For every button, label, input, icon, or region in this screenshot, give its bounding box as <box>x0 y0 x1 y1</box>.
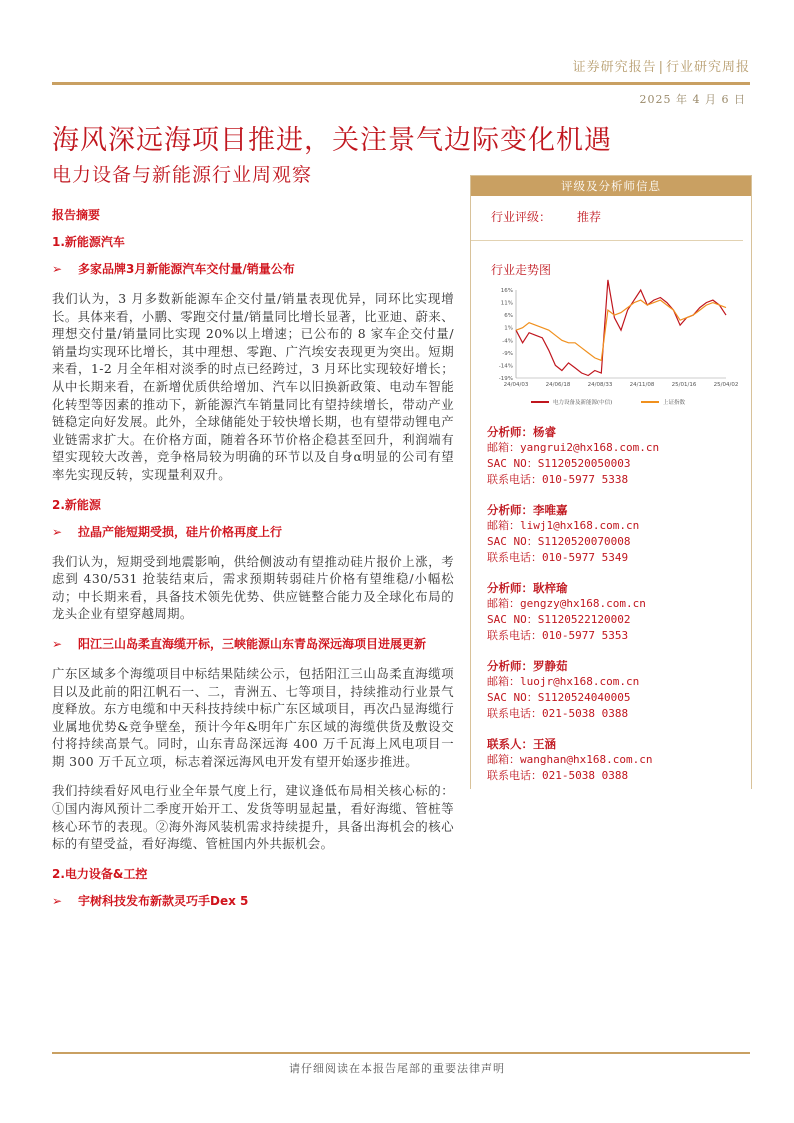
body-paragraph: 广东区域多个海缆项目中标结果陆续公示，包括阳江三山岛柔直海缆项目以及此前的阳江帆石一、二，青洲五、七等项目，持续推动行业景气度释放。东方电缆和中天科技持续中标广东区域项目，再次凸显海缆行业属地优势&竞争壁垒，预计今年&明年广东区域的海缆供货及敷设交付将持续高景气。同时，山东青岛深远海 400 万千瓦海上风电项目一期 300 万千瓦立项，标志着深远海风电开发有望开始逐步推进。 <box>52 665 454 769</box>
phone-row <box>487 628 735 644</box>
bullet-heading <box>52 523 454 541</box>
footer-rule <box>52 1052 750 1054</box>
y-tick-label: 16% <box>500 288 513 294</box>
bullet-title: 阳江三山岛柔直海缆开标，三峡能源山东青岛深远海项目进展更新 <box>78 636 427 651</box>
arrow-bullet-icon: ➢ <box>52 524 63 539</box>
analyst-name-row <box>487 580 735 596</box>
analyst-card <box>487 658 735 722</box>
analyst-card <box>487 580 735 644</box>
sac-row <box>487 690 735 706</box>
rating-value: 推荐 <box>577 210 602 224</box>
legal-notice: 请仔细阅读在本报告尾部的重要法律声明 <box>289 1062 505 1075</box>
analyst-phone: 010-5977 5338 <box>542 473 629 486</box>
analyst-list <box>471 424 751 784</box>
analyst-name-row <box>487 424 735 440</box>
analyst-role: 分析师： <box>487 581 533 595</box>
phone-label: 联系电话： <box>487 473 542 486</box>
phone-label: 联系电话： <box>487 707 542 720</box>
email-row <box>487 674 735 690</box>
analyst-role: 分析师： <box>487 659 533 673</box>
sac-row <box>487 612 735 628</box>
analyst-name: 耿梓瑜 <box>533 581 568 595</box>
sac-label: SAC NO： <box>487 613 538 626</box>
rating-analyst-panel <box>470 175 752 789</box>
report-subtitle: 电力设备与新能源行业周观察 <box>52 164 313 186</box>
analyst-card <box>487 502 735 566</box>
trend-chart-title: 行业走势图 <box>491 263 552 277</box>
section-heading: 2.电力设备&工控 <box>52 866 148 881</box>
analyst-name-row <box>487 658 735 674</box>
section-heading: 2.新能源 <box>52 497 101 512</box>
y-tick-label: 11% <box>500 300 513 307</box>
analyst-card <box>487 736 735 784</box>
body-paragraph: 我们持续看好风电行业全年景气度上行，建议逢低布局相关核心标的：①国内海风预计二季度开始开工、发货等明显起量，看好海缆、管桩等核心环节的表现。②海外海风装机需求持续提升，具备出海机会的核心标的有望受益，看好海缆、管桩国内外共振机会。 <box>52 783 454 852</box>
x-tick-label: 25/04/02 <box>713 382 739 388</box>
arrow-bullet-icon: ➢ <box>52 262 63 276</box>
phone-label: 联系电话： <box>487 629 542 642</box>
email-label: 邮箱： <box>487 753 520 766</box>
analyst-phone: 010-5977 5349 <box>542 551 629 564</box>
section-heading: 1.新能源汽车 <box>52 235 125 249</box>
y-tick-label: -4% <box>502 338 513 345</box>
email-row <box>487 440 735 456</box>
y-tick-label: 6% <box>504 313 513 320</box>
bullet-heading <box>52 260 454 278</box>
y-tick-label: -9% <box>502 350 513 357</box>
bullet-heading <box>52 892 454 910</box>
sac-number: S1120520070008 <box>537 535 631 548</box>
series-line-0 <box>516 280 726 376</box>
email-row <box>487 596 735 612</box>
arrow-bullet-icon: ➢ <box>52 893 63 908</box>
report-title: 海风深远海项目推进，关注景气边际变化机遇 <box>52 125 612 156</box>
bullet-title: 拉晶产能短期受损，硅片价格再度上行 <box>78 524 283 539</box>
x-tick-label: 24/08/33 <box>587 382 613 388</box>
email-label: 邮箱： <box>487 519 520 532</box>
sac-number: S1120524040005 <box>537 691 631 704</box>
x-tick-label: 24/04/03 <box>503 382 529 388</box>
report-summary <box>52 206 454 922</box>
email-label: 邮箱： <box>487 441 520 454</box>
analyst-name-row <box>487 502 735 518</box>
body-paragraph: 我们认为，短期受到地震影响，供给侧波动有望推动硅片报价上涨，考虑到 430/531 抢装结束后，需求预期转弱硅片价格有望维稳/小幅松动；中长期来看，具备技术领先优势、供应链整合能力及全球化布局的龙头企业有望穿越周期。 <box>52 553 454 622</box>
analyst-card <box>487 424 735 488</box>
analyst-phone: 021-5038 0388 <box>542 707 629 720</box>
analyst-phone: 010-5977 5353 <box>542 629 629 642</box>
report-date: 2025 年 4 月 6 日 <box>639 93 746 106</box>
analyst-name: 王涵 <box>533 737 556 751</box>
analyst-name: 李唯嘉 <box>533 503 568 517</box>
sac-label: SAC NO： <box>487 457 538 470</box>
analyst-email: liwj1@hx168.com.cn <box>520 519 640 532</box>
analyst-name-row <box>487 736 735 752</box>
analyst-email: yangrui2@hx168.com.cn <box>520 441 660 454</box>
sac-number: S1120520050003 <box>537 457 631 470</box>
sac-number: S1120522120002 <box>537 613 631 626</box>
report-subcategory: 行业研究周报 <box>665 60 750 75</box>
analyst-name: 罗静茹 <box>533 659 568 673</box>
analyst-role: 联系人： <box>487 737 533 751</box>
bullet-title: 多家品牌3月新能源汽车交付量/销量公布 <box>78 262 295 276</box>
arrow-bullet-icon: ➢ <box>52 636 63 651</box>
bullet-title: 宇树科技发布新款灵巧手Dex 5 <box>78 893 249 908</box>
analyst-email: wanghan@hx168.com.cn <box>520 753 653 766</box>
y-tick-label: -14% <box>498 363 513 370</box>
analyst-email: gengzy@hx168.com.cn <box>520 597 646 610</box>
y-tick-label: -19% <box>498 376 513 382</box>
email-label: 邮箱： <box>487 597 520 610</box>
sac-label: SAC NO： <box>487 535 538 548</box>
header-rule <box>52 82 750 85</box>
sac-row <box>487 456 735 472</box>
phone-row <box>487 768 735 784</box>
email-row <box>487 518 735 534</box>
phone-row <box>487 472 735 488</box>
phone-label: 联系电话： <box>487 769 542 782</box>
report-category: 证券研究报告 <box>572 60 657 75</box>
bullet-heading <box>52 635 454 653</box>
sac-row <box>487 534 735 550</box>
x-tick-label: 25/01/16 <box>671 382 697 388</box>
analyst-name: 杨睿 <box>533 425 556 439</box>
industry-trend-chart <box>471 278 749 418</box>
x-tick-label: 24/11/08 <box>629 382 655 388</box>
panel-header: 评级及分析师信息 <box>471 176 751 196</box>
analyst-phone: 021-5038 0388 <box>542 769 629 782</box>
industry-rating <box>471 196 743 241</box>
phone-row <box>487 550 735 566</box>
x-tick-label: 24/06/18 <box>545 382 571 388</box>
email-label: 邮箱： <box>487 675 520 688</box>
report-type-tag: 证券研究报告 | 行业研究周报 <box>572 60 750 75</box>
phone-row <box>487 706 735 722</box>
rating-label: 行业评级： <box>491 210 552 224</box>
y-tick-label: 1% <box>504 325 513 332</box>
analyst-role: 分析师： <box>487 503 533 517</box>
body-paragraph: 我们认为，3 月多数新能源车企交付量/销量表现优异，同环比实现增长。具体来看，小鹏、零跑交付量/销量同比增长显著，比亚迪、蔚来、理想交付量/销量同比实现 20%以上增速；已公布的 8 家车企交付量/销量均实现环比增长，其中理想、零跑、广汽埃安表现更为突出。短期来看，1-2 月全年相对淡季的时点已经跨过，3 月环比实现较好增长；从中长期来看，在新增优质供给增加、汽车以旧换新政策、电动车智能化转型等因素的推动下，新能源汽车销量同比有望持续增长，带动产业链稳定向好发展。此外，全球储能处于较快增长期，也有望带动锂电产业链需求扩大。在价格方面，随着各环节价格企稳甚至回升，利润端有望实现较大改善，竞争格局较为明确的环节以及自身α明显的公司有望率先实现反转，实现量利双升。 <box>52 291 454 482</box>
analyst-role: 分析师： <box>487 425 533 439</box>
sac-label: SAC NO： <box>487 691 538 704</box>
email-row <box>487 752 735 768</box>
summary-heading: 报告摘要 <box>52 208 101 222</box>
legend-label: 上证指数 <box>663 400 686 406</box>
legend-label: 电力设备及新能源(中信) <box>553 400 613 406</box>
phone-label: 联系电话： <box>487 551 542 564</box>
analyst-email: luojr@hx168.com.cn <box>520 675 640 688</box>
